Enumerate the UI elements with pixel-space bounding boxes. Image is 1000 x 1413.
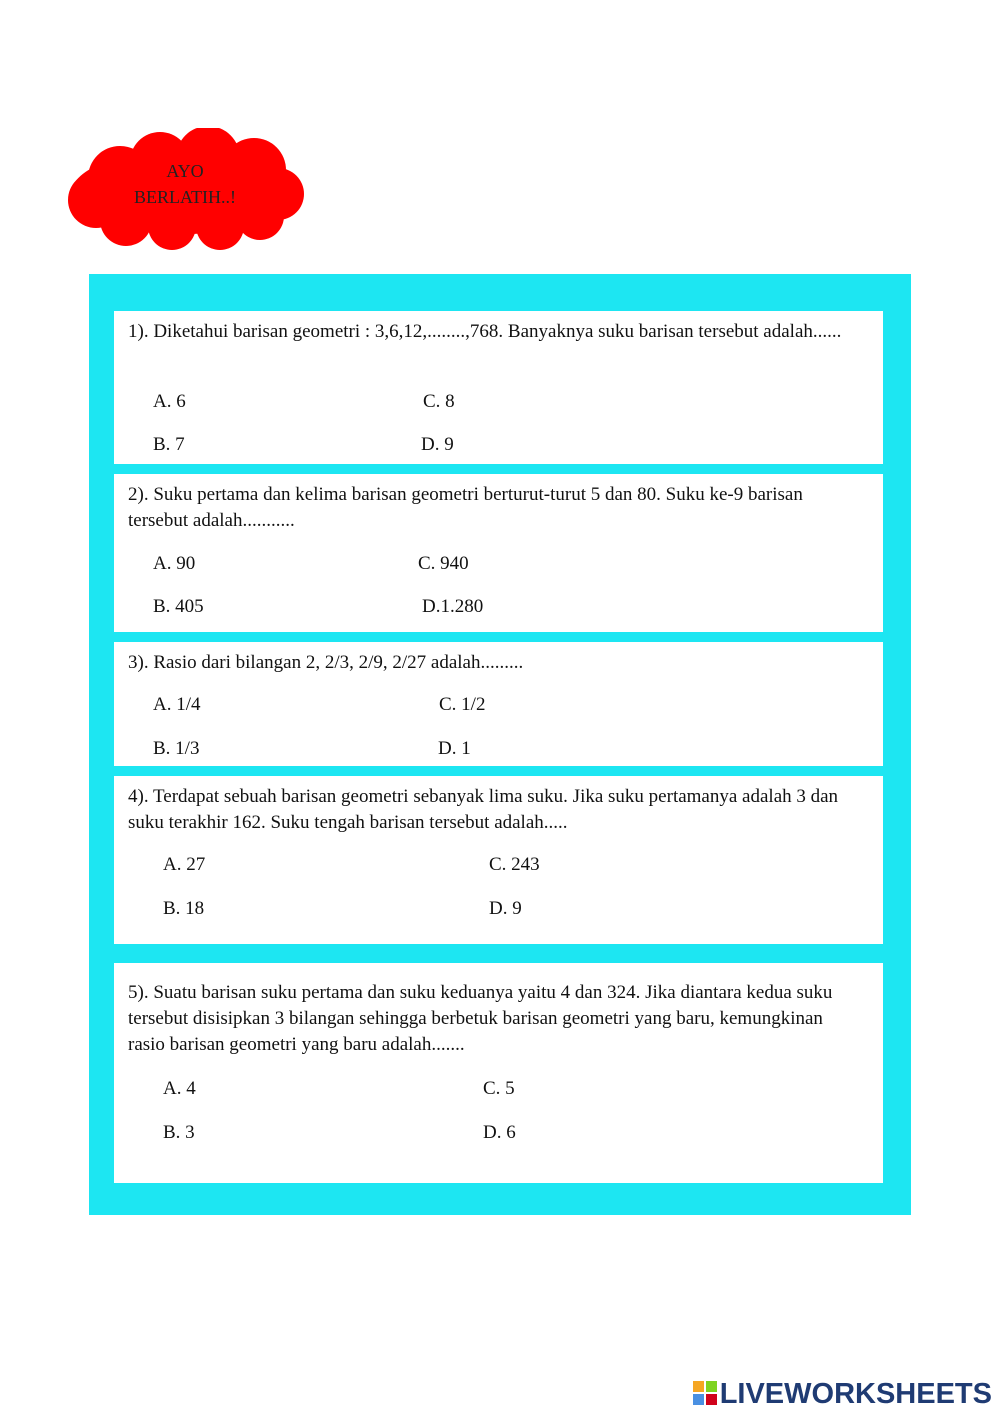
question-3-option-d[interactable]: D. 1 [438,738,471,759]
question-4-text: 4). Terdapat sebuah barisan geometri sebanyak lima suku. Jika suku pertamanya adalah 3 dan suku terakhir 162. Suku tengah barisan tersebut adalah..... [128,786,839,833]
question-4-option-a[interactable]: A. 27 [163,854,206,875]
question-2-box [114,474,883,632]
question-5-option-a[interactable]: A. 4 [163,1078,196,1099]
question-3-option-b[interactable]: B. 1/3 [153,738,200,759]
question-1-option-c[interactable]: C. 8 [423,391,455,412]
question-2-option-b[interactable]: B. 405 [153,596,204,617]
question-5-text: 5). Suatu barisan suku pertama dan suku keduanya yaitu 4 dan 324. Jika diantara kedua suku tersebut disisipkan 3 bilangan sehingga berbetuk barisan geometri yang baru, kemungkinan rasio barisan geometri yang baru adalah....... [128,982,833,1055]
question-3-text: 3). Rasio dari bilangan 2, 2/3, 2/9, 2/27 adalah......... [128,652,524,673]
question-1-option-a[interactable]: A. 6 [153,391,186,412]
question-5-box [114,963,883,1183]
question-4-option-b[interactable]: B. 18 [163,898,205,919]
question-1-box [114,311,883,464]
liveworksheets-logo [693,1376,992,1412]
question-4-option-d[interactable]: D. 9 [489,898,522,919]
question-2-text: 2). Suku pertama dan kelima barisan geometri berturut-turut 5 dan 80. Suku ke-9 barisan tersebut adalah........... [128,484,803,531]
question-4-box [114,776,883,944]
question-1-option-b[interactable]: B. 7 [153,434,185,455]
question-3-option-a[interactable]: A. 1/4 [153,694,201,715]
question-3-option-c[interactable]: C. 1/2 [439,694,486,715]
badge-text [100,158,270,210]
question-2-option-a[interactable]: A. 90 [153,553,196,574]
question-1-text: 1). Diketahui barisan geometri : 3,6,12,........,768. Banyaknya suku barisan tersebut adalah...... [128,321,842,342]
badge-line-2: BERLATIH..! [134,187,236,207]
logo-text: LIVEWORKSHEETS [719,1377,992,1410]
question-2-option-c[interactable]: C. 940 [418,553,469,574]
question-4-option-c[interactable]: C. 243 [489,854,540,875]
question-5-option-d[interactable]: D. 6 [483,1122,516,1143]
badge-line-1: AYO [166,161,204,181]
question-3-box [114,642,883,766]
question-5-option-c[interactable]: C. 5 [483,1078,515,1099]
liveworksheets-logo-icon [693,1381,717,1407]
ayo-berlatih-cloud-badge [60,128,308,252]
question-2-option-d[interactable]: D.1.280 [422,596,484,617]
question-1-option-d[interactable]: D. 9 [421,434,454,455]
question-5-option-b[interactable]: B. 3 [163,1122,195,1143]
